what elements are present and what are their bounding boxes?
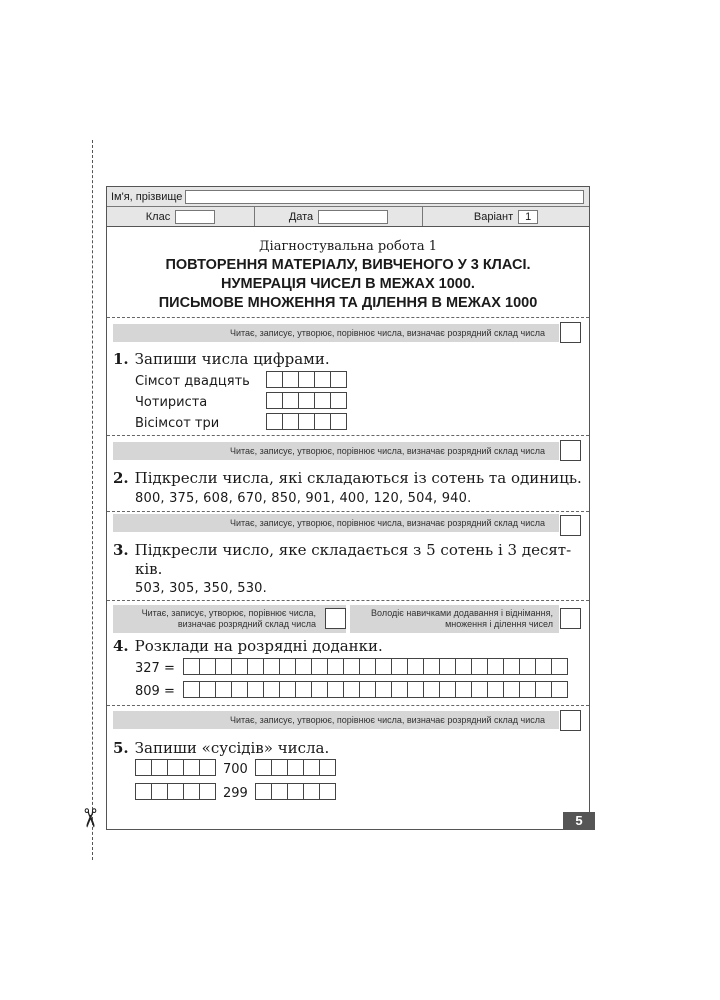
answer-cells[interactable] [266, 413, 346, 430]
criteria-line: Володіє навичками додавання і віднімання, [371, 608, 553, 618]
name-field[interactable] [185, 190, 584, 204]
section-divider [107, 705, 589, 706]
task-1-item-1: Сімсот двадцять [135, 374, 250, 389]
assessment-checkbox[interactable] [560, 710, 581, 731]
task-3-numbers[interactable]: 503, 305, 350, 530. [135, 581, 267, 596]
answer-cells-row[interactable] [183, 658, 567, 675]
task-text: Розклади на розрядні доданки. [134, 637, 383, 655]
task-4-heading [113, 637, 383, 655]
assessment-checkbox[interactable] [560, 515, 581, 536]
page-number: 5 [563, 812, 595, 830]
title-line-3: ПИСЬМОВЕ МНОЖЕННЯ ТА ДІЛЕННЯ В МЕЖАХ 1000 [158, 295, 538, 311]
task-number: 2. [113, 469, 129, 487]
task-5-heading [113, 739, 329, 757]
neighbor-after-cells[interactable] [255, 759, 335, 776]
scissors-icon: ✂ [74, 807, 105, 829]
criteria-band: Читає, записує, утворює, порівнює числа, визначає розрядний склад числа [113, 442, 559, 460]
section-divider [107, 600, 589, 601]
task-number: 1. [113, 350, 129, 368]
neighbor-before-cells[interactable] [135, 759, 215, 776]
task-text: Підкресли числа, які складаються із сотень та одиниць. [134, 469, 582, 487]
class-cell [107, 207, 255, 226]
variant-field[interactable]: 1 [518, 210, 538, 224]
neighbor-before-cells[interactable] [135, 783, 215, 800]
criteria-line: множення і ділення чисел [445, 619, 553, 629]
task-text: Запиши числа цифрами. [134, 350, 330, 368]
title-block [107, 239, 589, 313]
task-3-continuation: ків. [135, 560, 163, 578]
criteria-line: Читає, записує, утворює, порівнює числа, [141, 608, 316, 618]
section-divider [107, 511, 589, 512]
section-divider [107, 317, 589, 318]
assessment-checkbox[interactable] [560, 322, 581, 343]
title-line-2: НУМЕРАЦІЯ ЧИСЕЛ В МЕЖАХ 1000. [221, 276, 475, 292]
task-4-row-1-label: 327 = [135, 661, 175, 676]
criteria-line: визначає розрядний склад числа [177, 619, 316, 629]
work-subtitle: Діагностувальна робота 1 [258, 239, 437, 254]
cut-line [92, 140, 93, 860]
variant-cell [423, 207, 589, 226]
info-row [107, 207, 589, 227]
title-line-1: ПОВТОРЕННЯ МАТЕРІАЛУ, ВИВЧЕНОГО У 3 КЛАСІ. [165, 257, 531, 273]
criteria-band: Читає, записує, утворює, порівнює числа, визначає розрядний склад числа [113, 514, 559, 532]
criteria-band: Читає, записує, утворює, порівнює числа, визначає розрядний склад числа [113, 324, 559, 342]
task-number: 3. [113, 541, 129, 559]
task-text: Підкресли число, яке складається з 5 сотень і 3 десят- [134, 541, 572, 559]
class-field[interactable] [175, 210, 215, 224]
answer-cells[interactable] [266, 371, 346, 388]
assessment-checkbox[interactable] [325, 608, 346, 629]
variant-label: Варіант [473, 210, 514, 223]
criteria-skills-part [350, 605, 559, 633]
task-2-heading [113, 469, 582, 487]
name-label: Ім'я, прізвище [111, 190, 183, 203]
name-row [107, 187, 589, 207]
task-5-number-2: 299 [223, 786, 248, 801]
task-1-heading [113, 350, 330, 368]
task-1-item-2: Чотириста [135, 395, 208, 410]
task-number: 4. [113, 637, 129, 655]
task-4-row-2-label: 809 = [135, 684, 175, 699]
date-cell [255, 207, 423, 226]
task-number: 5. [113, 739, 129, 757]
assessment-checkbox[interactable] [560, 440, 581, 461]
answer-cells[interactable] [266, 392, 346, 409]
task-text: Запиши «сусідів» числа. [134, 739, 330, 757]
criteria-numbers-part [113, 605, 346, 633]
neighbor-after-cells[interactable] [255, 783, 335, 800]
worksheet [106, 186, 590, 830]
task-1-item-3: Вісімсот три [135, 416, 220, 431]
task-3-heading [113, 541, 571, 559]
date-field[interactable] [318, 210, 388, 224]
date-label: Дата [288, 210, 314, 223]
task-2-numbers[interactable]: 800, 375, 608, 670, 850, 901, 400, 120, 504, 940. [135, 491, 472, 506]
class-label: Клас [145, 210, 171, 223]
criteria-band: Читає, записує, утворює, порівнює числа, визначає розрядний склад числа [113, 711, 559, 729]
task-5-number-1: 700 [223, 762, 248, 777]
section-divider [107, 435, 589, 436]
assessment-checkbox[interactable] [560, 608, 581, 629]
answer-cells-row[interactable] [183, 681, 567, 698]
